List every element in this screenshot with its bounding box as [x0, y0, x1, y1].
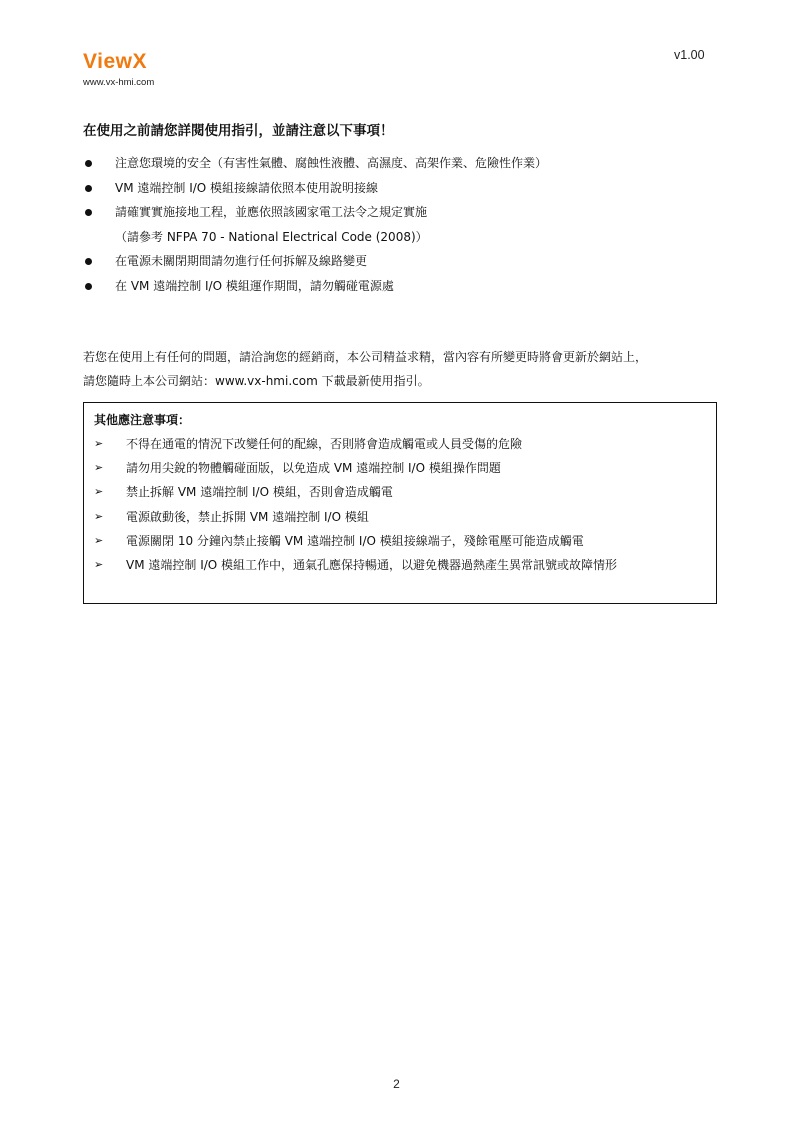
list-item-text: 請勿用尖銳的物體觸碰面版，以免造成 VM 遠端控制 I/O 模組操作問題	[126, 461, 501, 476]
paragraph-line: 請您隨時上本公司網站：www.vx-hmi.com 下載最新使用指引。	[83, 374, 430, 388]
notice-title: 其他應注意事項：	[94, 413, 191, 427]
list-item-text: （請參考 NFPA 70 - National Electrical Code (2008)）	[115, 229, 428, 244]
list-item-text: 注意您環境的安全（有害性氣體、腐蝕性液體、高濕度、高架作業、危險性作業）	[115, 156, 548, 170]
list-item-text: 電源啟動後，禁止拆開 VM 遠端控制 I/O 模組	[126, 509, 369, 524]
page-heading: 在使用之前請您詳閱使用指引，並請注意以下事項！	[83, 123, 394, 139]
list-item-text: 禁止拆解 VM 遠端控制 I/O 模組，否則會造成觸電	[126, 485, 393, 500]
notice-box	[83, 402, 717, 604]
list-item-text: VM 遠端控制 I/O 模組工作中，通氣孔應保持暢通，以避免機器過熱產生異常訊號或故障情形	[126, 557, 618, 572]
list-item	[94, 505, 704, 529]
bullet-dot-icon	[85, 258, 92, 265]
arrow-bullet-icon: ➢	[94, 437, 104, 450]
notice-list	[94, 432, 704, 577]
list-item	[83, 151, 723, 176]
list-item	[94, 553, 704, 577]
list-item-continuation	[83, 225, 723, 250]
list-item-text: 在 VM 遠端控制 I/O 模組運作期間，請勿觸碰電源處	[115, 278, 394, 293]
arrow-bullet-icon: ➢	[94, 485, 104, 499]
list-item	[83, 274, 723, 299]
list-item	[83, 249, 723, 274]
bullet-dot-icon	[85, 209, 92, 216]
brand-url: www.vx-hmi.com	[83, 77, 155, 88]
page-number: 2	[393, 1077, 400, 1091]
safety-bullet-list	[83, 151, 723, 298]
list-item	[83, 200, 723, 225]
arrow-bullet-icon: ➢	[94, 557, 104, 571]
list-item-text: 不得在通電的情況下改變任何的配線，否則將會造成觸電或人員受傷的危險	[126, 437, 523, 451]
list-item	[83, 176, 723, 201]
list-item-text: 請確實實施接地工程，並應依照該國家電工法令之規定實施	[115, 205, 428, 219]
contact-paragraph	[83, 345, 723, 393]
list-item	[94, 480, 704, 504]
bullet-dot-icon	[85, 185, 92, 192]
brand-logo: ViewX	[83, 50, 147, 73]
arrow-bullet-icon: ➢	[94, 461, 104, 475]
arrow-bullet-icon: ➢	[94, 533, 104, 547]
version-label: v1.00	[674, 48, 705, 62]
bullet-dot-icon	[85, 283, 92, 290]
list-item-text: VM 遠端控制 I/O 模組接線請依照本使用說明接線	[115, 180, 379, 195]
paragraph-line: 若您在使用上有任何的問題，請洽詢您的經銷商，本公司精益求精，當內容有所變更時將會更新於網站上，	[83, 350, 648, 364]
bullet-dot-icon	[85, 160, 92, 167]
list-item-text: 在電源未關閉期間請勿進行任何拆解及線路變更	[115, 254, 368, 268]
arrow-bullet-icon: ➢	[94, 509, 104, 523]
list-item	[94, 529, 704, 553]
list-item	[94, 456, 704, 480]
list-item-text: 電源關閉 10 分鐘內禁止接觸 VM 遠端控制 I/O 模組接線端子，殘餘電壓可能造成觸電	[126, 533, 584, 548]
list-item	[94, 432, 704, 456]
